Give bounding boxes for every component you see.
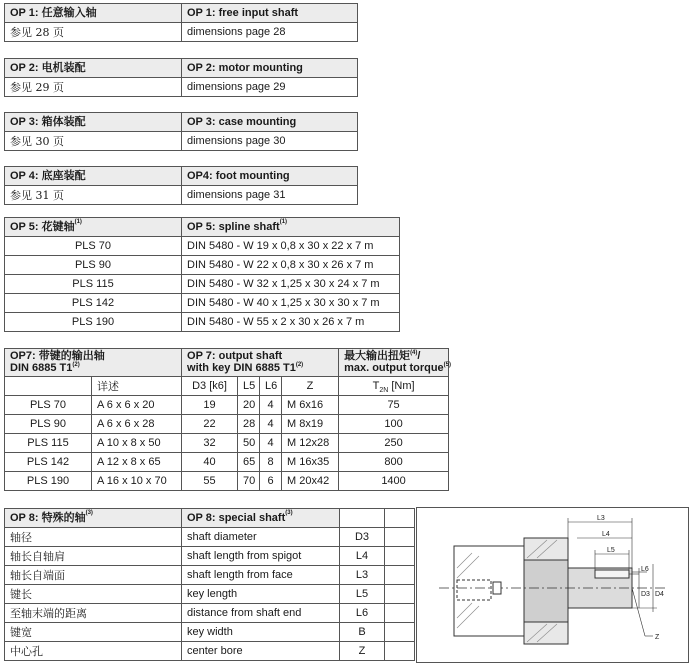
- op5-en-title: OP 5: spline shaft$^{(1)}$: [182, 218, 400, 237]
- op7-l6-header: L6: [260, 377, 282, 396]
- op5-spec: DIN 5480 - W 55 x 2 x 30 x 26 x 7 m: [182, 313, 400, 332]
- op1-cn-ref: 参见 28 页: [5, 23, 182, 42]
- op4-en-title: OP4: foot mounting: [182, 167, 358, 186]
- op8-en-title: OP 8: special shaft$^{(3)}$: [182, 509, 340, 528]
- op7-detail-header: 详述: [92, 377, 182, 396]
- op7-d3-header: D3 [k6]: [182, 377, 238, 396]
- op4-table: [4, 166, 358, 205]
- gearbox-body: [454, 546, 524, 636]
- key-slot: [595, 570, 629, 578]
- op5-model: PLS 70: [5, 237, 182, 256]
- table-row: 键长 key length L5: [5, 585, 415, 604]
- op8-cn-title: OP 8: 特殊的轴$^{(3)}$: [5, 509, 182, 528]
- op1-en-title: OP 1: free input shaft: [182, 4, 358, 23]
- table-row: [5, 256, 400, 275]
- op3-en-ref: dimensions page 30: [182, 132, 358, 151]
- table-row: PLS 115 A 10 x 8 x 50 32 50 4 M 12x28 250: [5, 434, 449, 453]
- table-row: PLS 190 A 16 x 10 x 70 55 70 6 M 20x42 1400: [5, 472, 449, 491]
- op1-en-ref: dimensions page 28: [182, 23, 358, 42]
- op5-spec: DIN 5480 - W 19 x 0,8 x 30 x 22 x 7 m: [182, 237, 400, 256]
- op5-model: PLS 90: [5, 256, 182, 275]
- table-row: 轴长自端面 shaft length from face L3: [5, 566, 415, 585]
- op8-table: [4, 508, 415, 661]
- op5-model: PLS 115: [5, 275, 182, 294]
- op7-z-header: Z: [282, 377, 339, 396]
- table-row: 轴径 shaft diameter D3: [5, 528, 415, 547]
- op2-en-title: OP 2: motor mounting: [182, 59, 358, 78]
- op7-torque-header: $T_{2N}$ [Nm]: [339, 377, 449, 396]
- table-row: 中心孔 center bore Z: [5, 642, 415, 661]
- op3-cn-title: OP 3: 箱体装配: [5, 113, 182, 132]
- op5-spec: DIN 5480 - W 40 x 1,25 x 30 x 30 x 7 m: [182, 294, 400, 313]
- op7-cn-title: OP7: 带键的输出轴 DIN 6885 T1$^{(2)}$: [5, 349, 182, 377]
- op5-spec: DIN 5480 - W 32 x 1,25 x 30 x 24 x 7 m: [182, 275, 400, 294]
- label-l6: L6: [641, 566, 649, 573]
- table-row: PLS 142 A 12 x 8 x 65 40 65 8 M 16x35 800: [5, 453, 449, 472]
- op5-cn-title: OP 5: 花键轴$^{(1)}$: [5, 218, 182, 237]
- op4-cn-ref: 参见 31 页: [5, 186, 182, 205]
- table-row: [5, 313, 400, 332]
- label-l4: L4: [602, 531, 610, 538]
- table-row: [5, 294, 400, 313]
- op7-subheader: [5, 377, 449, 396]
- op4-en-ref: dimensions page 31: [182, 186, 358, 205]
- table-row: [5, 275, 400, 294]
- op3-table: [4, 112, 358, 151]
- label-z: Z: [655, 634, 660, 641]
- shaft-drawing-svg: [417, 508, 688, 662]
- op5-table: [4, 217, 400, 332]
- table-row: 至轴末端的距离 distance from shaft end L6: [5, 604, 415, 623]
- op4-cn-title: OP 4: 底座装配: [5, 167, 182, 186]
- op7-l5-header: L5: [238, 377, 260, 396]
- op3-en-title: OP 3: case mounting: [182, 113, 358, 132]
- op1-cn-title: OP 1: 任意输入轴: [5, 4, 182, 23]
- op2-en-ref: dimensions page 29: [182, 78, 358, 97]
- shaft-drawing: [416, 507, 689, 663]
- op7-en-title: OP 7: output shaft with key DIN 6885 T1$^{(2)}$: [182, 349, 339, 377]
- op5-model: PLS 190: [5, 313, 182, 332]
- table-row: [5, 237, 400, 256]
- op2-cn-title: OP 2: 电机装配: [5, 59, 182, 78]
- table-row: 键宽 key width B: [5, 623, 415, 642]
- label-l5: L5: [607, 547, 615, 554]
- op7-table: [4, 348, 452, 491]
- table-row: 轴长自轴肩 shaft length from spigot L4: [5, 547, 415, 566]
- op3-cn-ref: 参见 30 页: [5, 132, 182, 151]
- op7-torque-title: 最大输出扭矩$^{(4)}$/ max. output torque$^{(5)}$: [339, 349, 449, 377]
- op5-spec: DIN 5480 - W 22 x 0,8 x 30 x 26 x 7 m: [182, 256, 400, 275]
- op2-table: [4, 58, 358, 97]
- op5-model: PLS 142: [5, 294, 182, 313]
- label-d3: D3: [641, 591, 650, 598]
- table-row: PLS 90 A 6 x 6 x 28 22 28 4 M 8x19 100: [5, 415, 449, 434]
- table-row: PLS 70 A 6 x 6 x 20 19 20 4 M 6x16 75: [5, 396, 449, 415]
- op2-cn-ref: 参见 29 页: [5, 78, 182, 97]
- op1-table: [4, 3, 358, 42]
- label-d4: D4: [655, 591, 664, 598]
- label-l3: L3: [597, 515, 605, 522]
